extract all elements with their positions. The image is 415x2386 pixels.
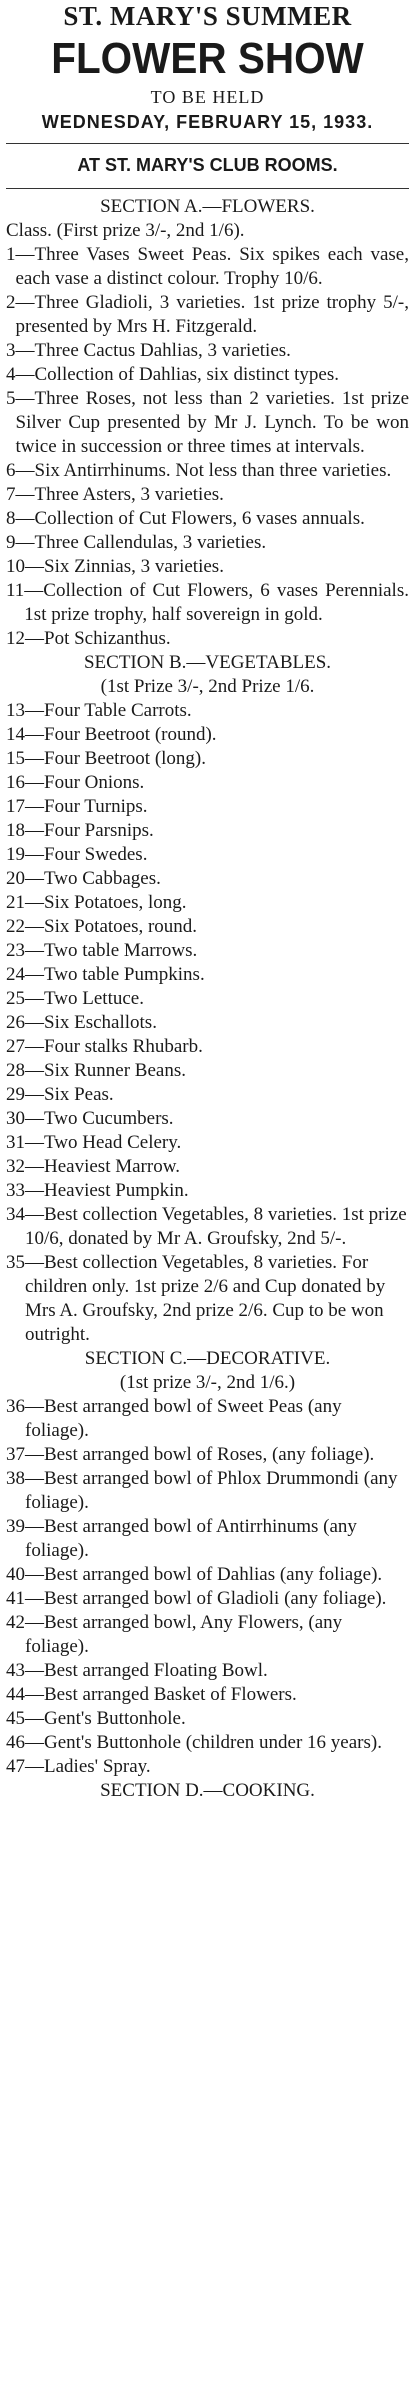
section-b-prize-line: (1st Prize 3/-, 2nd Prize 1/6.: [100, 676, 315, 697]
class-description: —Best arranged bowl of Roses, (any foliage).: [25, 1444, 375, 1465]
class-item: [6, 915, 409, 939]
class-description: —Collection of Cut Flowers, 6 vases annuals.: [15, 508, 365, 529]
class-description: —Three Cactus Dahlias, 3 varieties.: [15, 340, 291, 361]
class-description: —Two Head Celery.: [25, 1132, 182, 1153]
class-description: —Best arranged bowl of Gladioli (any foliage).: [25, 1588, 387, 1609]
class-number: 38: [6, 1468, 25, 1489]
class-description: —Collection of Cut Flowers, 6 vases Perennials. 1st prize trophy, half sovereign in gold.: [24, 580, 409, 625]
class-number: 33: [6, 1180, 25, 1201]
class-item: [6, 1035, 409, 1059]
class-description: —Four Beetroot (round).: [25, 724, 217, 745]
class-number: 34: [6, 1204, 25, 1225]
class-number: 39: [6, 1516, 25, 1537]
class-description: —Four Onions.: [25, 772, 145, 793]
section-d-title: SECTION D.—COOKING.: [100, 1780, 315, 1801]
class-description: —Two table Marrows.: [25, 940, 198, 961]
class-item: [6, 1131, 409, 1155]
class-description: —Best collection Vegetables, 8 varieties. For children only. 1st prize 2/6 and Cup donated by Mrs A. Groufsky, 2nd prize 2/6. Cup to be won outright.: [25, 1252, 386, 1345]
class-item: [6, 699, 409, 723]
class-number: 35: [6, 1252, 25, 1273]
class-number: 37: [6, 1444, 25, 1465]
class-description: —Six Runner Beans.: [25, 1060, 186, 1081]
class-description: —Three Gladioli, 3 varieties. 1st prize trophy 5/-, presented by Mrs H. Fitzgerald.: [15, 292, 409, 337]
class-item: [6, 939, 409, 963]
class-item: [6, 819, 409, 843]
class-description: —Four Swedes.: [25, 844, 148, 865]
class-number: 43: [6, 1660, 25, 1681]
class-number: 29: [6, 1084, 25, 1105]
class-description: —Best arranged bowl of Sweet Peas (any foliage).: [25, 1396, 342, 1441]
class-number: 40: [6, 1564, 25, 1585]
section-b-list: [6, 699, 409, 1347]
class-number: 15: [6, 748, 25, 769]
class-number: 45: [6, 1708, 25, 1729]
class-number: 22: [6, 916, 25, 937]
class-description: —Best arranged bowl of Antirrhinums (any foliage).: [25, 1516, 357, 1561]
class-number: 20: [6, 868, 25, 889]
class-description: —Pot Schizanthus.: [25, 628, 171, 649]
class-number: 3: [6, 340, 16, 361]
class-description: —Four Turnips.: [25, 796, 148, 817]
class-item: [6, 1443, 409, 1467]
class-item: [6, 459, 409, 483]
section-c-title: SECTION C.—DECORATIVE.: [84, 1348, 331, 1369]
class-number: 10: [6, 556, 25, 577]
class-item: [6, 963, 409, 987]
class-item: [6, 1683, 409, 1707]
class-item: [6, 243, 409, 291]
class-number: 44: [6, 1684, 25, 1705]
class-item: [6, 843, 409, 867]
class-item: [6, 627, 409, 651]
class-number: 13: [6, 700, 25, 721]
class-description: —Three Callendulas, 3 varieties.: [15, 532, 267, 553]
class-item: [6, 1059, 409, 1083]
class-number: 31: [6, 1132, 25, 1153]
class-description: —Best arranged bowl of Dahlias (any foliage).: [25, 1564, 383, 1585]
class-description: —Best arranged bowl, Any Flowers, (any foliage).: [25, 1612, 343, 1657]
class-description: —Four Parsnips.: [25, 820, 154, 841]
headline-line-1: ST. MARY'S SUMMER: [63, 1, 352, 31]
venue-line: AT ST. MARY'S CLUB ROOMS.: [77, 155, 338, 175]
class-number: 23: [6, 940, 25, 961]
class-number: 17: [6, 796, 25, 817]
class-item: [6, 1731, 409, 1755]
class-number: 8: [6, 508, 16, 529]
class-item: [6, 1755, 409, 1779]
class-item: [6, 771, 409, 795]
class-number: 18: [6, 820, 25, 841]
class-description: —Four stalks Rhubarb.: [25, 1036, 203, 1057]
class-description: —Best arranged Floating Bowl.: [25, 1660, 268, 1681]
class-item: [6, 891, 409, 915]
class-item: [6, 1251, 409, 1347]
class-item: [6, 387, 409, 459]
class-item: [6, 747, 409, 771]
class-description: —Six Eschallots.: [25, 1012, 157, 1033]
section-c-prize-line: (1st prize 3/-, 2nd 1/6.): [119, 1372, 296, 1393]
class-item: [6, 531, 409, 555]
class-item: [6, 1659, 409, 1683]
section-a-class-line: Class. (First prize 3/-, 2nd 1/6).: [6, 220, 245, 241]
class-description: —Best arranged bowl of Phlox Drummondi (any foliage).: [25, 1468, 398, 1513]
class-number: 30: [6, 1108, 25, 1129]
section-c-list: [6, 1395, 409, 1779]
class-item: [6, 1707, 409, 1731]
class-item: [6, 867, 409, 891]
class-number: 7: [6, 484, 16, 505]
class-description: —Six Peas.: [25, 1084, 114, 1105]
class-number: 27: [6, 1036, 25, 1057]
class-item: [6, 1011, 409, 1035]
class-item: [6, 1515, 409, 1563]
class-description: —Three Asters, 3 varieties.: [15, 484, 224, 505]
class-number: 32: [6, 1156, 25, 1177]
class-item: [6, 507, 409, 531]
class-description: —Two Lettuce.: [25, 988, 144, 1009]
class-number: 46: [6, 1732, 25, 1753]
class-number: 1: [6, 244, 16, 265]
class-item: [6, 1467, 409, 1515]
class-number: 11: [6, 580, 25, 601]
class-description: —Best collection Vegetables, 8 varieties. 1st prize 10/6, donated by Mr A. Groufsky, 2nd 5/-.: [25, 1204, 407, 1249]
class-item: [6, 1107, 409, 1131]
class-description: —Two Cucumbers.: [25, 1108, 174, 1129]
class-number: 25: [6, 988, 25, 1009]
class-description: —Heaviest Marrow.: [25, 1156, 180, 1177]
class-item: [6, 723, 409, 747]
section-a-title: SECTION A.—FLOWERS.: [100, 196, 315, 217]
class-description: —Six Potatoes, round.: [25, 916, 198, 937]
class-number: 14: [6, 724, 25, 745]
class-description: —Six Potatoes, long.: [25, 892, 187, 913]
class-item: [6, 1083, 409, 1107]
class-item: [6, 579, 409, 627]
class-description: —Heaviest Pumpkin.: [25, 1180, 189, 1201]
class-description: —Four Table Carrots.: [25, 700, 192, 721]
class-description: —Six Zinnias, 3 varieties.: [25, 556, 224, 577]
headline-date: WEDNESDAY, FEBRUARY 15, 1933.: [41, 112, 374, 132]
class-number: 24: [6, 964, 25, 985]
class-description: —Gent's Buttonhole (children under 16 years).: [25, 1732, 382, 1753]
class-description: —Two Cabbages.: [25, 868, 161, 889]
class-item: [6, 291, 409, 339]
class-item: [6, 1611, 409, 1659]
headline-to-be-held: TO BE HELD: [150, 87, 265, 107]
class-description: —Best arranged Basket of Flowers.: [25, 1684, 297, 1705]
class-item: [6, 1155, 409, 1179]
class-item: [6, 795, 409, 819]
class-number: 26: [6, 1012, 25, 1033]
class-item: [6, 1203, 409, 1251]
class-item: [6, 339, 409, 363]
class-description: —Three Vases Sweet Peas. Six spikes each vase, each vase a distinct colour. Trophy 10/6.: [15, 244, 409, 289]
class-number: 16: [6, 772, 25, 793]
class-description: —Six Antirrhinums. Not less than three varieties.: [15, 460, 392, 481]
section-b-title: SECTION B.—VEGETABLES.: [83, 652, 332, 673]
class-description: —Gent's Buttonhole.: [25, 1708, 186, 1729]
class-description: —Two table Pumpkins.: [25, 964, 205, 985]
class-item: [6, 987, 409, 1011]
class-item: [6, 483, 409, 507]
class-number: 9: [6, 532, 16, 553]
class-item: [6, 363, 409, 387]
class-number: 41: [6, 1588, 25, 1609]
class-item: [6, 1395, 409, 1443]
class-item: [6, 1563, 409, 1587]
class-number: 47: [6, 1756, 25, 1777]
class-description: —Collection of Dahlias, six distinct types.: [15, 364, 339, 385]
class-description: —Three Roses, not less than 2 varieties. 1st prize Silver Cup presented by Mr J. Lynch. To be won twice in succession or three times at intervals.: [15, 388, 409, 457]
class-number: 36: [6, 1396, 25, 1417]
section-a-list: [6, 243, 409, 651]
class-item: [6, 1587, 409, 1611]
class-number: 19: [6, 844, 25, 865]
class-description: —Ladies' Spray.: [25, 1756, 151, 1777]
class-item: [6, 1179, 409, 1203]
class-number: 2: [6, 292, 16, 313]
class-number: 5: [6, 388, 16, 409]
class-number: 28: [6, 1060, 25, 1081]
class-item: [6, 555, 409, 579]
class-number: 42: [6, 1612, 25, 1633]
class-number: 12: [6, 628, 25, 649]
class-number: 6: [6, 460, 16, 481]
headline-flower-show: FLOWER SHOW: [51, 34, 364, 83]
divider: [6, 188, 409, 189]
class-number: 4: [6, 364, 16, 385]
class-description: —Four Beetroot (long).: [25, 748, 207, 769]
divider: [6, 143, 409, 144]
class-number: 21: [6, 892, 25, 913]
